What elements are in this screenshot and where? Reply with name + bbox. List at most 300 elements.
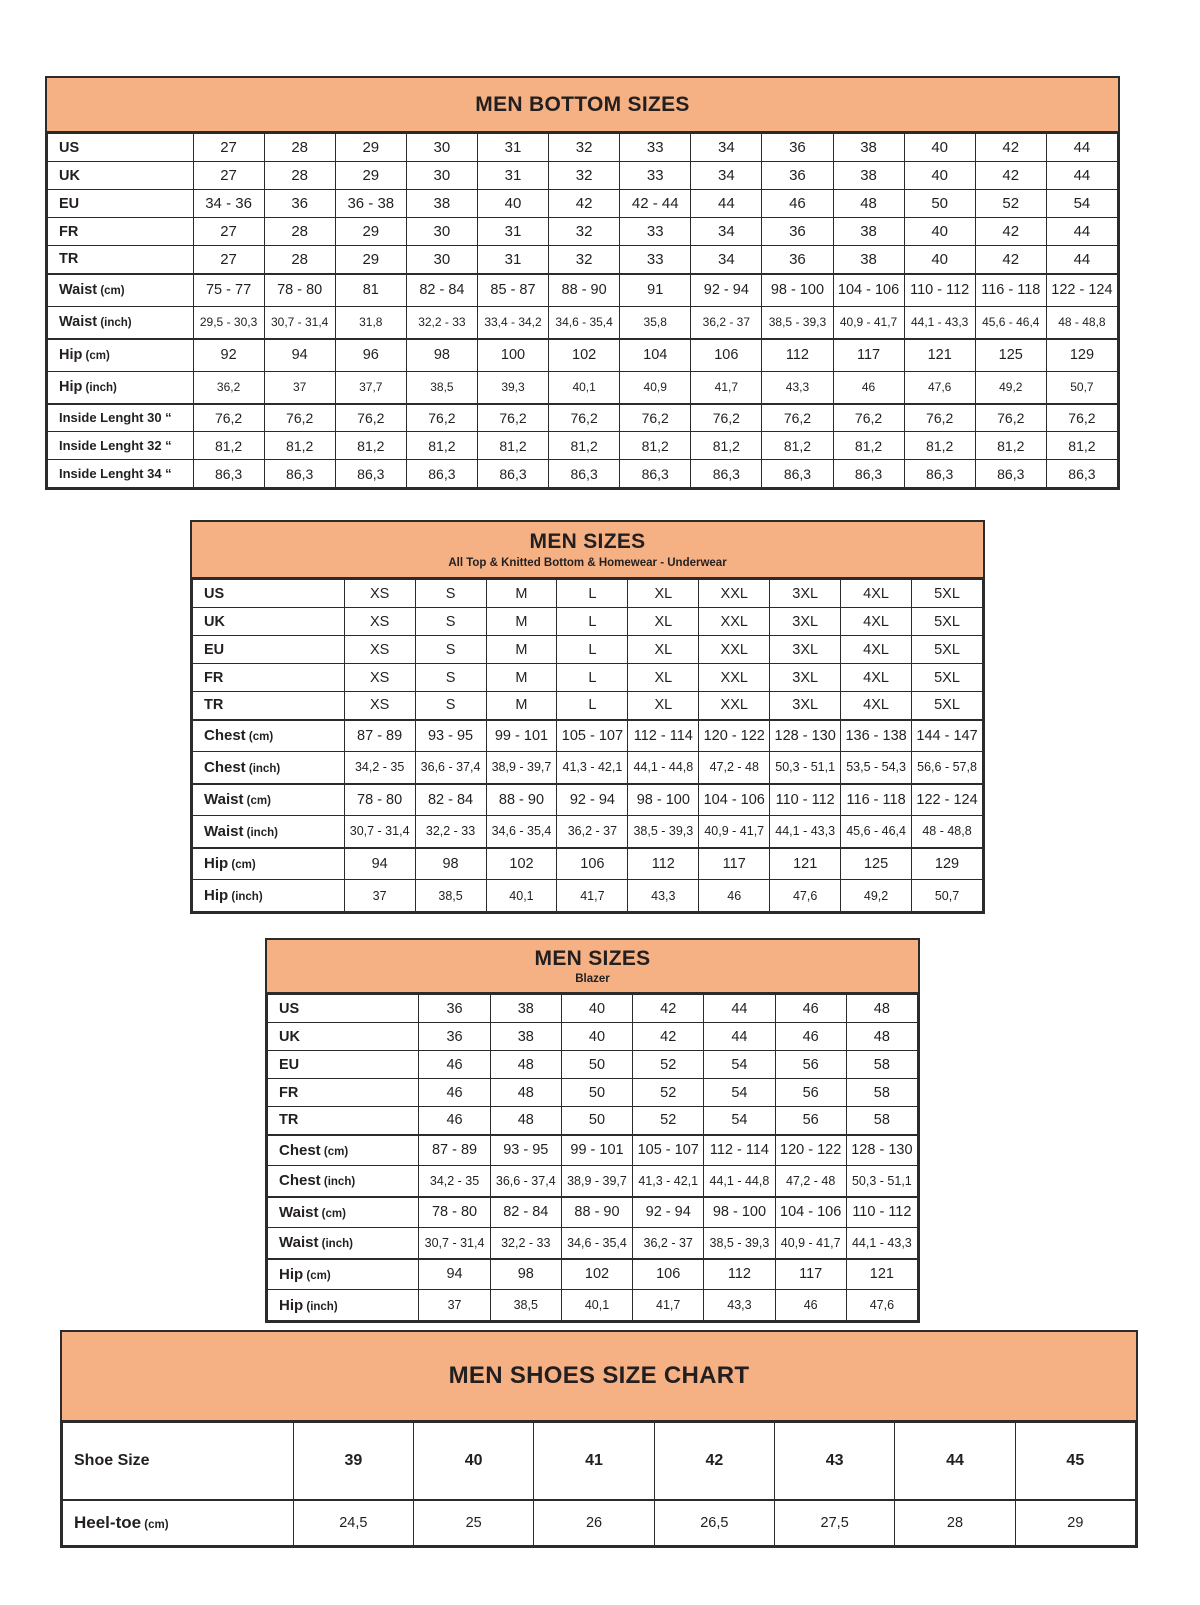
value-cell: L — [557, 692, 628, 720]
value-cell: 110 - 112 — [846, 1197, 917, 1228]
value-cell: 82 - 84 — [415, 784, 486, 816]
value-cell: 40,1 — [486, 880, 557, 912]
value-cell: 29 — [335, 218, 406, 246]
size-table — [62, 1422, 1136, 1546]
value-cell: 100 — [477, 339, 548, 372]
value-cell: 81 — [335, 274, 406, 307]
row-label: Hip (cm) — [268, 1259, 419, 1290]
value-cell: 44 — [895, 1423, 1015, 1500]
table-row — [193, 580, 983, 608]
value-cell: 34 — [691, 246, 762, 274]
table-row — [48, 432, 1118, 460]
value-cell: 93 - 95 — [415, 720, 486, 752]
row-label: Waist (inch) — [268, 1228, 419, 1259]
value-cell: XL — [628, 664, 699, 692]
row-label: Chest (cm) — [193, 720, 345, 752]
table-header-band — [47, 78, 1118, 133]
value-cell: 36,2 - 37 — [557, 816, 628, 848]
value-cell: 34 — [691, 218, 762, 246]
table-header-band — [267, 940, 918, 994]
value-cell: XS — [344, 580, 415, 608]
value-cell: 31 — [477, 218, 548, 246]
row-unit: (inch) — [245, 762, 281, 775]
value-cell: 104 - 106 — [775, 1197, 846, 1228]
value-cell: 27 — [193, 134, 264, 162]
value-cell: 32,2 - 33 — [415, 816, 486, 848]
value-cell: 76,2 — [335, 404, 406, 432]
value-cell: 30,7 - 31,4 — [264, 307, 335, 339]
value-cell: 46 — [419, 1051, 490, 1079]
value-cell: 38,5 — [415, 880, 486, 912]
row-label: Shoe Size — [63, 1423, 294, 1500]
value-cell: 50 — [561, 1107, 632, 1135]
value-cell: M — [486, 608, 557, 636]
row-label: EU — [268, 1051, 419, 1079]
value-cell: 86,3 — [904, 460, 975, 488]
value-cell: 48 — [490, 1051, 561, 1079]
value-cell: 76,2 — [762, 404, 833, 432]
table-row — [268, 1079, 918, 1107]
value-cell: 116 - 118 — [841, 784, 912, 816]
value-cell: 58 — [846, 1079, 917, 1107]
table-subtitle: All Top & Knitted Bottom & Homewear - Underwear — [448, 556, 727, 569]
table-row — [193, 664, 983, 692]
value-cell: 102 — [561, 1259, 632, 1290]
value-cell: 38,5 - 39,3 — [762, 307, 833, 339]
value-cell: 121 — [770, 848, 841, 880]
value-cell: 76,2 — [691, 404, 762, 432]
value-cell: 44,1 - 43,3 — [846, 1228, 917, 1259]
value-cell: 54 — [1046, 190, 1117, 218]
value-cell: 102 — [549, 339, 620, 372]
table-title: MEN BOTTOM SIZES — [475, 92, 690, 116]
value-cell: 81,2 — [406, 432, 477, 460]
value-cell: 44,1 - 43,3 — [770, 816, 841, 848]
value-cell: 48 — [833, 190, 904, 218]
value-cell: 36 — [762, 134, 833, 162]
value-cell: 5XL — [912, 636, 983, 664]
table-row — [48, 339, 1118, 372]
row-unit: (cm) — [243, 795, 271, 808]
value-cell: XXL — [699, 608, 770, 636]
value-cell: 81,2 — [620, 432, 691, 460]
table-row — [48, 274, 1118, 307]
value-cell: 28 — [895, 1500, 1015, 1546]
value-cell: 86,3 — [1046, 460, 1117, 488]
value-cell: 46 — [419, 1079, 490, 1107]
value-cell: 28 — [264, 162, 335, 190]
row-label: Chest (inch) — [193, 752, 345, 784]
men-shoes-size-chart-table — [60, 1330, 1138, 1548]
value-cell: 52 — [633, 1051, 704, 1079]
value-cell: 47,2 - 48 — [699, 752, 770, 784]
value-cell: 38,5 - 39,3 — [628, 816, 699, 848]
row-label: US — [48, 134, 194, 162]
table-row — [193, 692, 983, 720]
row-unit: (inch) — [97, 317, 132, 330]
value-cell: 42 — [975, 134, 1046, 162]
row-label: FR — [48, 218, 194, 246]
value-cell: XXL — [699, 636, 770, 664]
value-cell: 36 — [762, 218, 833, 246]
size-table — [192, 579, 983, 912]
value-cell: 86,3 — [762, 460, 833, 488]
value-cell: 36 — [264, 190, 335, 218]
value-cell: 34,6 - 35,4 — [549, 307, 620, 339]
value-cell: 31,8 — [335, 307, 406, 339]
value-cell: 4XL — [841, 580, 912, 608]
value-cell: 43,3 — [704, 1290, 775, 1321]
value-cell: 38,5 - 39,3 — [704, 1228, 775, 1259]
row-unit: (inch) — [320, 1176, 356, 1189]
value-cell: 98 — [406, 339, 477, 372]
value-cell: M — [486, 636, 557, 664]
men-sizes-blazer-table — [265, 938, 920, 1323]
value-cell: 32 — [549, 134, 620, 162]
row-label: Hip (cm) — [193, 848, 345, 880]
row-label: Heel-toe (cm) — [63, 1500, 294, 1546]
value-cell: XXL — [699, 664, 770, 692]
value-cell: 85 - 87 — [477, 274, 548, 307]
value-cell: 3XL — [770, 580, 841, 608]
value-cell: L — [557, 580, 628, 608]
value-cell: 36,2 - 37 — [633, 1228, 704, 1259]
value-cell: 46 — [833, 372, 904, 404]
table-row — [193, 636, 983, 664]
table-row — [268, 1197, 918, 1228]
value-cell: S — [415, 636, 486, 664]
value-cell: 40 — [414, 1423, 534, 1500]
value-cell: 38,9 - 39,7 — [561, 1166, 632, 1197]
value-cell: 42 — [633, 1023, 704, 1051]
value-cell: 40 — [904, 218, 975, 246]
table-row — [48, 218, 1118, 246]
value-cell: 44 — [1046, 134, 1117, 162]
row-unit: (inch) — [318, 1238, 353, 1251]
value-cell: 105 - 107 — [633, 1135, 704, 1166]
value-cell: 94 — [264, 339, 335, 372]
row-unit: (inch) — [228, 891, 263, 903]
value-cell: 92 - 94 — [691, 274, 762, 307]
value-cell: 32 — [549, 218, 620, 246]
value-cell: 117 — [775, 1259, 846, 1290]
value-cell: 54 — [704, 1107, 775, 1135]
value-cell: 38 — [490, 1023, 561, 1051]
value-cell: 40,1 — [549, 372, 620, 404]
value-cell: XL — [628, 692, 699, 720]
value-cell: 34 — [691, 162, 762, 190]
value-cell: 32 — [549, 162, 620, 190]
row-label: Hip (inch) — [268, 1290, 419, 1321]
value-cell: 76,2 — [193, 404, 264, 432]
value-cell: 96 — [335, 339, 406, 372]
value-cell: 5XL — [912, 580, 983, 608]
value-cell: 41,3 - 42,1 — [557, 752, 628, 784]
value-cell: 125 — [975, 339, 1046, 372]
value-cell: 28 — [264, 134, 335, 162]
value-cell: 52 — [633, 1107, 704, 1135]
value-cell: 38 — [833, 218, 904, 246]
value-cell: 46 — [775, 995, 846, 1023]
value-cell: 30 — [406, 134, 477, 162]
table-row — [48, 372, 1118, 404]
value-cell: 86,3 — [549, 460, 620, 488]
value-cell: 32,2 - 33 — [490, 1228, 561, 1259]
value-cell: 36,2 - 37 — [691, 307, 762, 339]
value-cell: 82 - 84 — [406, 274, 477, 307]
value-cell: M — [486, 664, 557, 692]
value-cell: 26,5 — [654, 1500, 774, 1546]
value-cell: 56,6 - 57,8 — [912, 752, 983, 784]
table-title: MEN SIZES — [529, 530, 646, 554]
value-cell: 40 — [904, 246, 975, 274]
value-cell: 33 — [620, 246, 691, 274]
value-cell: 48 — [490, 1079, 561, 1107]
value-cell: 38,9 - 39,7 — [486, 752, 557, 784]
table-row — [268, 1228, 918, 1259]
value-cell: 36 — [762, 162, 833, 190]
value-cell: 44 — [691, 190, 762, 218]
value-cell: 31 — [477, 246, 548, 274]
value-cell: 34,2 - 35 — [419, 1166, 490, 1197]
value-cell: 117 — [699, 848, 770, 880]
row-label: TR — [193, 692, 345, 720]
table-row — [48, 460, 1118, 488]
value-cell: 87 - 89 — [419, 1135, 490, 1166]
value-cell: 3XL — [770, 692, 841, 720]
table-row — [63, 1423, 1136, 1500]
value-cell: 38,5 — [490, 1290, 561, 1321]
table-row — [193, 784, 983, 816]
value-cell: 30 — [406, 246, 477, 274]
table-title: MEN SIZES — [534, 946, 651, 970]
value-cell: 116 - 118 — [975, 274, 1046, 307]
value-cell: 42 — [549, 190, 620, 218]
value-cell: 38 — [490, 995, 561, 1023]
value-cell: 43 — [775, 1423, 895, 1500]
value-cell: 37 — [344, 880, 415, 912]
value-cell: 27,5 — [775, 1500, 895, 1546]
row-label: Waist (cm) — [193, 784, 345, 816]
value-cell: 33 — [620, 218, 691, 246]
value-cell: 30 — [406, 218, 477, 246]
value-cell: 40 — [904, 134, 975, 162]
value-cell: 104 — [620, 339, 691, 372]
value-cell: 3XL — [770, 608, 841, 636]
value-cell: 42 — [975, 218, 1046, 246]
value-cell: 43,3 — [762, 372, 833, 404]
value-cell: 40,1 — [561, 1290, 632, 1321]
value-cell: 36 - 38 — [335, 190, 406, 218]
table-row — [193, 848, 983, 880]
value-cell: 38 — [406, 190, 477, 218]
value-cell: 98 - 100 — [628, 784, 699, 816]
value-cell: 76,2 — [620, 404, 691, 432]
value-cell: 40 — [904, 162, 975, 190]
row-label: Hip (cm) — [48, 339, 194, 372]
value-cell: 125 — [841, 848, 912, 880]
value-cell: 81,2 — [193, 432, 264, 460]
value-cell: 37,7 — [335, 372, 406, 404]
value-cell: 36,2 — [193, 372, 264, 404]
value-cell: 26 — [534, 1500, 654, 1546]
value-cell: 86,3 — [691, 460, 762, 488]
value-cell: 76,2 — [406, 404, 477, 432]
value-cell: 112 - 114 — [704, 1135, 775, 1166]
value-cell: 120 - 122 — [699, 720, 770, 752]
value-cell: 76,2 — [975, 404, 1046, 432]
value-cell: 45,6 - 46,4 — [841, 816, 912, 848]
value-cell: 94 — [344, 848, 415, 880]
value-cell: 76,2 — [904, 404, 975, 432]
row-unit: (cm) — [228, 859, 256, 872]
value-cell: 87 - 89 — [344, 720, 415, 752]
table-row — [193, 608, 983, 636]
value-cell: 86,3 — [833, 460, 904, 488]
value-cell: 38,5 — [406, 372, 477, 404]
row-label: Inside Lenght 30 “ — [48, 404, 194, 432]
value-cell: 86,3 — [975, 460, 1046, 488]
table-row — [268, 1259, 918, 1290]
value-cell: 76,2 — [477, 404, 548, 432]
row-label: TR — [48, 246, 194, 274]
value-cell: 34,2 - 35 — [344, 752, 415, 784]
row-unit: (cm) — [320, 1145, 349, 1158]
value-cell: 81,2 — [264, 432, 335, 460]
value-cell: 36,6 - 37,4 — [490, 1166, 561, 1197]
value-cell: XXL — [699, 580, 770, 608]
row-label: Hip (inch) — [193, 880, 345, 912]
value-cell: 92 - 94 — [557, 784, 628, 816]
size-table — [267, 994, 918, 1321]
table-subtitle: Blazer — [575, 973, 610, 986]
value-cell: 34 - 36 — [193, 190, 264, 218]
value-cell: 49,2 — [841, 880, 912, 912]
value-cell: 34,6 - 35,4 — [561, 1228, 632, 1259]
value-cell: 35,8 — [620, 307, 691, 339]
row-label: Inside Lenght 32 “ — [48, 432, 194, 460]
value-cell: M — [486, 580, 557, 608]
value-cell: 112 — [628, 848, 699, 880]
value-cell: 128 - 130 — [846, 1135, 917, 1166]
value-cell: 47,2 - 48 — [775, 1166, 846, 1197]
value-cell: 50 — [904, 190, 975, 218]
value-cell: 120 - 122 — [775, 1135, 846, 1166]
value-cell: 39 — [293, 1423, 413, 1500]
size-table — [47, 133, 1118, 488]
value-cell: 121 — [904, 339, 975, 372]
value-cell: 102 — [486, 848, 557, 880]
value-cell: 40,9 - 41,7 — [699, 816, 770, 848]
value-cell: 45 — [1015, 1423, 1135, 1500]
row-unit: (cm) — [318, 1207, 346, 1220]
value-cell: 86,3 — [477, 460, 548, 488]
value-cell: 47,6 — [904, 372, 975, 404]
value-cell: 3XL — [770, 636, 841, 664]
value-cell: 121 — [846, 1259, 917, 1290]
value-cell: 86,3 — [193, 460, 264, 488]
row-label: UK — [48, 162, 194, 190]
value-cell: 44 — [1046, 218, 1117, 246]
value-cell: 88 - 90 — [486, 784, 557, 816]
value-cell: S — [415, 692, 486, 720]
value-cell: 5XL — [912, 692, 983, 720]
value-cell: XXL — [699, 692, 770, 720]
value-cell: 43,3 — [628, 880, 699, 912]
value-cell: 99 - 101 — [486, 720, 557, 752]
value-cell: 33 — [620, 162, 691, 190]
table-row — [193, 816, 983, 848]
value-cell: 46 — [699, 880, 770, 912]
row-label: UK — [193, 608, 345, 636]
value-cell: 44,1 - 43,3 — [904, 307, 975, 339]
value-cell: 81,2 — [549, 432, 620, 460]
value-cell: 28 — [264, 246, 335, 274]
value-cell: 27 — [193, 218, 264, 246]
value-cell: 81,2 — [762, 432, 833, 460]
value-cell: 29 — [1015, 1500, 1135, 1546]
value-cell: 78 - 80 — [344, 784, 415, 816]
value-cell: 47,6 — [846, 1290, 917, 1321]
table-row — [268, 1135, 918, 1166]
value-cell: 106 — [691, 339, 762, 372]
row-label: FR — [268, 1079, 419, 1107]
row-label: Waist (cm) — [268, 1197, 419, 1228]
value-cell: 4XL — [841, 664, 912, 692]
value-cell: 94 — [419, 1259, 490, 1290]
value-cell: 75 - 77 — [193, 274, 264, 307]
value-cell: 29 — [335, 246, 406, 274]
value-cell: 44 — [704, 995, 775, 1023]
value-cell: 98 — [415, 848, 486, 880]
row-label: TR — [268, 1107, 419, 1135]
value-cell: 122 - 124 — [1046, 274, 1117, 307]
value-cell: 33,4 - 34,2 — [477, 307, 548, 339]
value-cell: 112 — [762, 339, 833, 372]
row-label: UK — [268, 1023, 419, 1051]
value-cell: 50,7 — [1046, 372, 1117, 404]
value-cell: 98 - 100 — [704, 1197, 775, 1228]
value-cell: 104 - 106 — [699, 784, 770, 816]
value-cell: 128 - 130 — [770, 720, 841, 752]
value-cell: 98 — [490, 1259, 561, 1290]
value-cell: 78 - 80 — [264, 274, 335, 307]
value-cell: 41 — [534, 1423, 654, 1500]
row-label: Chest (inch) — [268, 1166, 419, 1197]
value-cell: 129 — [1046, 339, 1117, 372]
value-cell: 81,2 — [477, 432, 548, 460]
value-cell: 36 — [762, 246, 833, 274]
table-row — [48, 246, 1118, 274]
value-cell: 34,6 - 35,4 — [486, 816, 557, 848]
row-label: Hip (inch) — [48, 372, 194, 404]
value-cell: 46 — [775, 1023, 846, 1051]
value-cell: 106 — [557, 848, 628, 880]
table-row — [48, 162, 1118, 190]
value-cell: 46 — [762, 190, 833, 218]
value-cell: 92 — [193, 339, 264, 372]
value-cell: 44 — [1046, 246, 1117, 274]
row-label: EU — [193, 636, 345, 664]
value-cell: 56 — [775, 1107, 846, 1135]
value-cell: 30 — [406, 162, 477, 190]
value-cell: 42 - 44 — [620, 190, 691, 218]
table-row — [193, 720, 983, 752]
value-cell: 39,3 — [477, 372, 548, 404]
value-cell: 4XL — [841, 608, 912, 636]
value-cell: L — [557, 636, 628, 664]
row-unit: (inch) — [303, 1300, 338, 1313]
